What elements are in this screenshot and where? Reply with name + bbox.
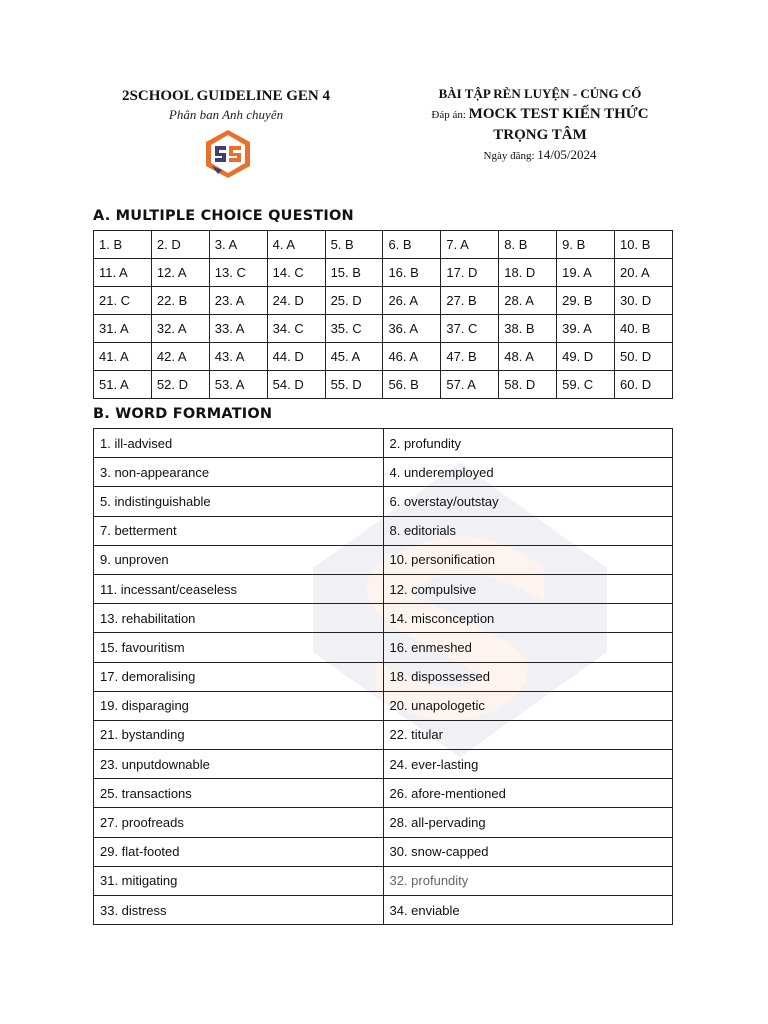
test-name-text: MOCK TEST KIẾN THỨC xyxy=(468,106,649,122)
word-formation-cell: 11. incessant/ceaseless xyxy=(94,574,384,603)
word-formation-row xyxy=(94,866,673,895)
mcq-answer-cell: 21. C xyxy=(94,287,152,315)
mcq-answer-cell: 40. B xyxy=(615,315,673,343)
mcq-answer-cell: 48. A xyxy=(499,343,557,371)
mcq-answer-cell: 34. C xyxy=(267,315,325,343)
mcq-answer-cell: 56. B xyxy=(383,371,441,399)
mcq-answer-cell: 17. D xyxy=(441,259,499,287)
mcq-answer-cell: 50. D xyxy=(615,343,673,371)
word-formation-row xyxy=(94,516,673,545)
multiple-choice-table xyxy=(93,230,673,399)
mcq-row xyxy=(94,287,673,315)
header-right xyxy=(408,84,672,166)
department-name: Phân ban Anh chuyên xyxy=(168,107,284,122)
word-formation-cell: 29. flat-footed xyxy=(94,837,384,866)
word-formation-cell: 9. unproven xyxy=(94,545,384,574)
word-formation-cell: 1. ill-advised xyxy=(94,429,384,458)
mcq-answer-cell: 27. B xyxy=(441,287,499,315)
word-formation-cell: 16. enmeshed xyxy=(383,633,673,662)
mcq-answer-cell: 38. B xyxy=(499,315,557,343)
mcq-answer-cell: 26. A xyxy=(383,287,441,315)
word-formation-row xyxy=(94,429,673,458)
word-formation-row xyxy=(94,545,673,574)
exercise-title: BÀI TẬP RÈN LUYỆN - CỦNG CỐ xyxy=(438,86,642,101)
mcq-answer-cell: 13. C xyxy=(209,259,267,287)
mcq-row xyxy=(94,315,673,343)
mcq-answer-cell: 45. A xyxy=(325,343,383,371)
mcq-answer-cell: 55. D xyxy=(325,371,383,399)
word-formation-row xyxy=(94,662,673,691)
word-formation-cell: 6. overstay/outstay xyxy=(383,487,673,516)
word-formation-cell: 15. favouritism xyxy=(94,633,384,662)
mcq-answer-cell: 8. B xyxy=(499,231,557,259)
word-formation-row xyxy=(94,808,673,837)
mcq-answer-cell: 43. A xyxy=(209,343,267,371)
mcq-answer-cell: 51. A xyxy=(94,371,152,399)
word-formation-cell: 33. distress xyxy=(94,896,384,925)
word-formation-cell: 34. enviable xyxy=(383,896,673,925)
test-name-line2: TRỌNG TÂM xyxy=(493,127,587,143)
mcq-answer-cell: 39. A xyxy=(557,315,615,343)
mcq-answer-cell: 57. A xyxy=(441,371,499,399)
section-a-heading: A. MULTIPLE CHOICE QUESTION xyxy=(93,208,354,224)
word-formation-cell: 8. editorials xyxy=(383,516,673,545)
word-formation-cell: 18. dispossessed xyxy=(383,662,673,691)
mcq-answer-cell: 31. A xyxy=(94,315,152,343)
mcq-answer-cell: 46. A xyxy=(383,343,441,371)
section-b-heading: B. WORD FORMATION xyxy=(93,406,273,422)
word-formation-cell: 17. demoralising xyxy=(94,662,384,691)
word-formation-cell: 7. betterment xyxy=(94,516,384,545)
word-formation-cell: 5. indistinguishable xyxy=(94,487,384,516)
2s-logo-icon xyxy=(202,128,254,180)
mcq-answer-cell: 3. A xyxy=(209,231,267,259)
test-name-line1 xyxy=(408,104,672,125)
word-formation-cell: 24. ever-lasting xyxy=(383,750,673,779)
mcq-answer-cell: 4. A xyxy=(267,231,325,259)
post-date xyxy=(408,145,672,166)
mcq-answer-cell: 1. B xyxy=(94,231,152,259)
word-formation-row xyxy=(94,750,673,779)
mcq-answer-cell: 58. D xyxy=(499,371,557,399)
mcq-answer-cell: 42. A xyxy=(151,343,209,371)
word-formation-row xyxy=(94,574,673,603)
word-formation-cell: 2. profundity xyxy=(383,429,673,458)
word-formation-cell: 21. bystanding xyxy=(94,720,384,749)
mcq-answer-cell: 37. C xyxy=(441,315,499,343)
mcq-row xyxy=(94,343,673,371)
mcq-answer-cell: 24. D xyxy=(267,287,325,315)
mcq-answer-cell: 2. D xyxy=(151,231,209,259)
word-formation-cell: 23. unputdownable xyxy=(94,750,384,779)
answer-prefix: Đáp án: xyxy=(431,109,469,121)
word-formation-cell: 28. all-pervading xyxy=(383,808,673,837)
word-formation-cell: 19. disparaging xyxy=(94,691,384,720)
mcq-answer-cell: 11. A xyxy=(94,259,152,287)
mcq-answer-cell: 33. A xyxy=(209,315,267,343)
word-formation-cell: 32. profundity xyxy=(383,866,673,895)
mcq-answer-cell: 54. D xyxy=(267,371,325,399)
mcq-answer-cell: 12. A xyxy=(151,259,209,287)
word-formation-cell: 22. titular xyxy=(383,720,673,749)
mcq-answer-cell: 6. B xyxy=(383,231,441,259)
mcq-answer-cell: 7. A xyxy=(441,231,499,259)
mcq-answer-cell: 35. C xyxy=(325,315,383,343)
mcq-row xyxy=(94,231,673,259)
date-value: 14/05/2024 xyxy=(537,147,597,162)
mcq-answer-cell: 18. D xyxy=(499,259,557,287)
mcq-answer-cell: 25. D xyxy=(325,287,383,315)
word-formation-cell: 25. transactions xyxy=(94,779,384,808)
word-formation-row xyxy=(94,779,673,808)
word-formation-cell: 3. non-appearance xyxy=(94,458,384,487)
word-formation-row xyxy=(94,896,673,925)
word-formation-row xyxy=(94,691,673,720)
mcq-row xyxy=(94,259,673,287)
word-formation-cell: 4. underemployed xyxy=(383,458,673,487)
word-formation-cell: 27. proofreads xyxy=(94,808,384,837)
header-left xyxy=(98,86,354,124)
mcq-answer-cell: 53. A xyxy=(209,371,267,399)
mcq-answer-cell: 29. B xyxy=(557,287,615,315)
mcq-answer-cell: 52. D xyxy=(151,371,209,399)
mcq-row xyxy=(94,371,673,399)
mcq-answer-cell: 5. B xyxy=(325,231,383,259)
word-formation-row xyxy=(94,487,673,516)
word-formation-table xyxy=(93,428,673,925)
mcq-answer-cell: 44. D xyxy=(267,343,325,371)
word-formation-cell: 14. misconception xyxy=(383,604,673,633)
word-formation-cell: 13. rehabilitation xyxy=(94,604,384,633)
word-formation-cell: 20. unapologetic xyxy=(383,691,673,720)
mcq-answer-cell: 19. A xyxy=(557,259,615,287)
organization-name: 2SCHOOL GUIDELINE GEN 4 xyxy=(122,88,330,104)
mcq-answer-cell: 14. C xyxy=(267,259,325,287)
mcq-answer-cell: 60. D xyxy=(615,371,673,399)
mcq-answer-cell: 30. D xyxy=(615,287,673,315)
mcq-answer-cell: 9. B xyxy=(557,231,615,259)
mcq-answer-cell: 49. D xyxy=(557,343,615,371)
mcq-answer-cell: 47. B xyxy=(441,343,499,371)
word-formation-cell: 12. compulsive xyxy=(383,574,673,603)
mcq-answer-cell: 23. A xyxy=(209,287,267,315)
mcq-answer-cell: 22. B xyxy=(151,287,209,315)
word-formation-cell: 31. mitigating xyxy=(94,866,384,895)
mcq-answer-cell: 15. B xyxy=(325,259,383,287)
word-formation-row xyxy=(94,458,673,487)
word-formation-cell: 30. snow-capped xyxy=(383,837,673,866)
mcq-answer-cell: 59. C xyxy=(557,371,615,399)
word-formation-row xyxy=(94,720,673,749)
mcq-answer-cell: 32. A xyxy=(151,315,209,343)
word-formation-cell: 26. afore-mentioned xyxy=(383,779,673,808)
mcq-answer-cell: 36. A xyxy=(383,315,441,343)
mcq-answer-cell: 20. A xyxy=(615,259,673,287)
mcq-answer-cell: 28. A xyxy=(499,287,557,315)
mcq-answer-cell: 41. A xyxy=(94,343,152,371)
word-formation-row xyxy=(94,604,673,633)
word-formation-cell: 10. personification xyxy=(383,545,673,574)
date-label: Ngày đăng: xyxy=(483,150,538,162)
mcq-answer-cell: 10. B xyxy=(615,231,673,259)
mcq-answer-cell: 16. B xyxy=(383,259,441,287)
word-formation-row xyxy=(94,633,673,662)
word-formation-row xyxy=(94,837,673,866)
